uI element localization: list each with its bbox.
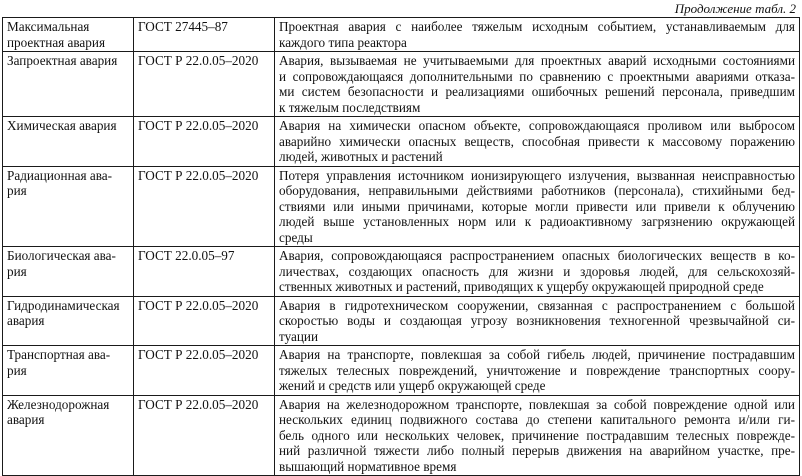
definition-line: ний различной тяжести либо полный перерыв движения на аварийном участке, пре- bbox=[279, 443, 795, 458]
term-line: рия bbox=[7, 183, 27, 198]
table-row bbox=[3, 296, 800, 346]
definition-cell bbox=[275, 166, 800, 247]
source-standard: ГОСТ Р 22.0.05–2020 bbox=[138, 53, 259, 68]
term-line: Запроектная авария bbox=[7, 53, 118, 68]
definition-cell bbox=[275, 395, 800, 476]
source-cell bbox=[134, 346, 275, 396]
definition-line: Авария, сопровождающаяся распространением опасных биологических веществ в ко- bbox=[279, 248, 795, 263]
definition-line: Авария на железнодорожном транспорте, повлекшая за собой повреждение одной или bbox=[279, 396, 795, 412]
table-row bbox=[3, 395, 800, 476]
definition-line: и сопровождающаяся дополнительными по сравнению с проектными авариями отказа- bbox=[279, 68, 795, 84]
source-standard: ГОСТ 27445–87 bbox=[138, 19, 228, 34]
definition-line: бель одного или нескольких человек, причинение пострадавшим телесных поврежде- bbox=[279, 427, 795, 443]
definition-line: оборудования, неправильными действиями работников (персонала), стихийными бед- bbox=[279, 183, 795, 198]
source-standard: ГОСТ Р 22.0.05–2020 bbox=[138, 167, 259, 183]
term-line: Биологическая ава- bbox=[7, 248, 116, 263]
definition-line: личествах, создающих опасность для жизни и здоровья людей, для сельскохозяй- bbox=[279, 263, 795, 279]
definition-line: тяжелых телесных повреждений, уничтожение и повреждение транспортных соору- bbox=[279, 362, 795, 378]
definition-cell bbox=[275, 117, 800, 167]
term-cell bbox=[3, 166, 134, 247]
source-standard: ГОСТ Р 22.0.05–2020 bbox=[138, 347, 259, 362]
table-row bbox=[3, 52, 800, 117]
term-line: авария bbox=[7, 412, 45, 427]
term-line: рия bbox=[7, 263, 27, 279]
definition-line: Проектная авария с наиболее тяжелым исходным событием, устанавливаемым для bbox=[279, 19, 795, 34]
term-cell bbox=[3, 18, 134, 52]
term-cell bbox=[3, 117, 134, 167]
definition-line: вышающий нормативное время bbox=[279, 458, 457, 474]
term-line: Максимальная bbox=[7, 19, 90, 34]
definition-line: туации bbox=[279, 328, 319, 344]
term-line: Гидродинамическая bbox=[7, 297, 120, 313]
term-line: Химическая авария bbox=[7, 118, 117, 133]
definition-line: ственных животных и растений, приводящих к ущербу окружающей природной среде bbox=[279, 279, 764, 294]
term-line: Транспортная ава- bbox=[7, 347, 111, 362]
source-cell bbox=[134, 296, 275, 346]
definition-cell bbox=[275, 18, 800, 52]
source-cell bbox=[134, 52, 275, 117]
definition-line: ми систем безопасности и реализациями ошибочных решений персонала, приведшим bbox=[279, 84, 795, 99]
definition-line: ствиями или иными причинами, которые могли привести или привели к облучению bbox=[279, 198, 795, 214]
definition-line: Потеря управления источником ионизирующего излучения, вызванная неисправностью bbox=[279, 167, 795, 183]
term-cell bbox=[3, 395, 134, 476]
source-cell bbox=[134, 166, 275, 247]
definition-line: людей, животных и растений bbox=[279, 149, 443, 164]
table-row bbox=[3, 117, 800, 167]
source-standard: ГОСТ Р 22.0.05–2020 bbox=[138, 118, 259, 133]
term-line: рия bbox=[7, 362, 27, 378]
table-row bbox=[3, 346, 800, 396]
table-row bbox=[3, 166, 800, 247]
definition-line: людей выше установленных норм или к радиоактивному загрязнению окружающей bbox=[279, 214, 795, 229]
term-line: проектная авария bbox=[7, 34, 106, 50]
definition-line: среды bbox=[279, 229, 313, 245]
definition-cell bbox=[275, 247, 800, 297]
definition-line: жений и средств или ущерб окружающей среде bbox=[279, 378, 546, 393]
definition-line: к тяжелым последствиям bbox=[279, 99, 421, 115]
source-cell bbox=[134, 395, 275, 476]
definition-line: каждого типа реактора bbox=[279, 34, 407, 50]
terms-table-body bbox=[3, 18, 800, 476]
source-cell bbox=[134, 18, 275, 52]
terms-table bbox=[2, 17, 800, 476]
source-standard: ГОСТ 22.0.05–97 bbox=[138, 248, 235, 263]
source-cell bbox=[134, 247, 275, 297]
definition-cell bbox=[275, 296, 800, 346]
definition-cell bbox=[275, 346, 800, 396]
table-row bbox=[3, 247, 800, 297]
source-standard: ГОСТ Р 22.0.05–2020 bbox=[138, 297, 259, 313]
term-line: авария bbox=[7, 313, 45, 328]
definition-line: Авария на химически опасном объекте, сопровождающаяся проливом или выбросом bbox=[279, 118, 795, 133]
table-continuation-caption: Продолжение табл. 2 bbox=[674, 1, 796, 16]
term-cell bbox=[3, 346, 134, 396]
definition-line: нескольких единиц подвижного состава до степени капитального ремонта и/или ги- bbox=[279, 412, 795, 427]
definition-line: Авария в гидротехническом сооружении, связанная с распространением с большой bbox=[279, 297, 795, 313]
definition-cell bbox=[275, 52, 800, 117]
definition-line: скоростью воды и создающая угрозу возникновения техногенной чрезвычайной си- bbox=[279, 313, 795, 328]
term-cell bbox=[3, 247, 134, 297]
definition-line: Авария на транспорте, повлекшая за собой гибель людей, причинение пострадавшим bbox=[279, 347, 795, 362]
source-cell bbox=[134, 117, 275, 167]
source-standard: ГОСТ Р 22.0.05–2020 bbox=[138, 396, 259, 412]
table-row bbox=[3, 18, 800, 52]
term-line: Радиационная ава- bbox=[7, 167, 112, 183]
term-line: Железнодорожная bbox=[7, 396, 110, 412]
definition-line: Авария, вызываемая не учитываемыми для проектных аварий исходными состояниями bbox=[279, 53, 795, 68]
term-cell bbox=[3, 296, 134, 346]
definition-line: аварийно химически опасных веществ, способная привести к массовому поражению bbox=[279, 133, 795, 149]
term-cell bbox=[3, 52, 134, 117]
